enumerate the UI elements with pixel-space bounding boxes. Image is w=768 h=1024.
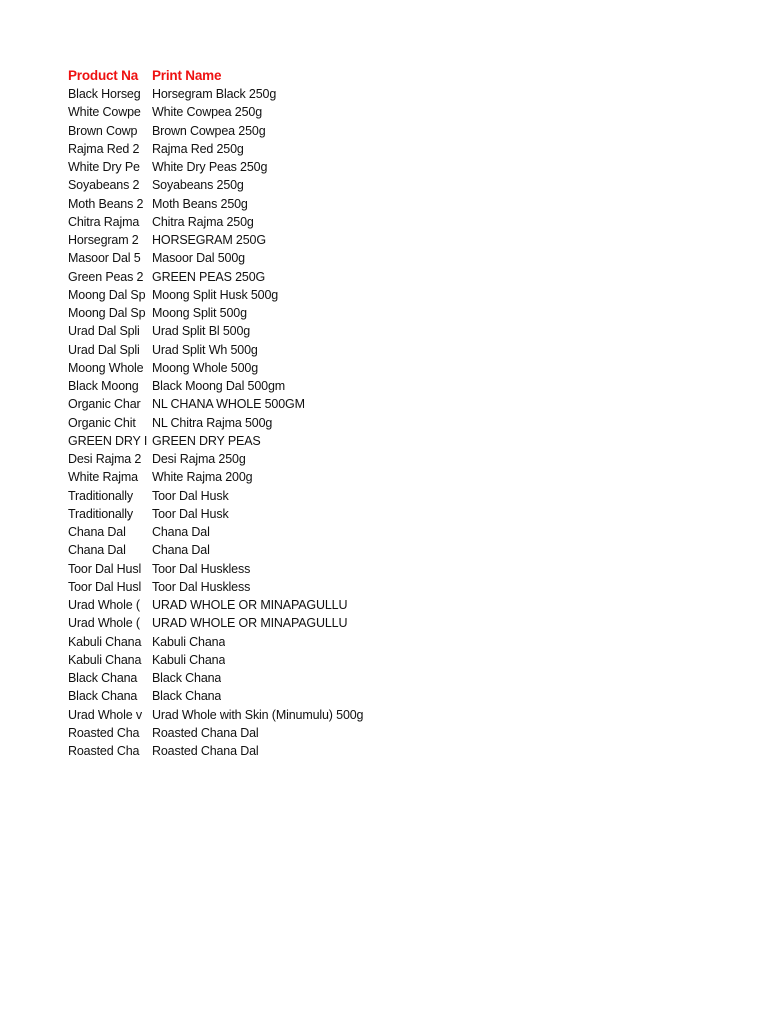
product-name-cell: Rajma Red 2 — [68, 141, 140, 156]
table-row — [68, 468, 363, 486]
table-row — [68, 742, 363, 760]
print-name-cell: Toor Dal Huskless — [152, 561, 251, 576]
product-name-cell: Soyabeans 2 — [68, 178, 140, 193]
product-name-cell: Traditionally — [68, 506, 133, 521]
table-row — [68, 341, 363, 359]
table-row — [68, 85, 363, 103]
product-name-cell: Brown Cowp — [68, 123, 138, 138]
print-name-cell: NL CHANA WHOLE 500GM — [152, 397, 305, 412]
table-row — [68, 669, 363, 687]
table-row — [68, 249, 363, 267]
print-name-cell: Brown Cowpea 250g — [152, 123, 266, 138]
product-name-cell: Urad Dal Spli — [68, 324, 140, 339]
print-name-cell: Moth Beans 250g — [152, 196, 248, 211]
print-name-cell: Roasted Chana Dal — [152, 725, 259, 740]
table-body — [68, 85, 363, 760]
print-name-cell: Masoor Dal 500g — [152, 251, 245, 266]
product-name-cell: Black Chana — [68, 689, 138, 704]
product-name-cell: Kabuli Chana — [68, 634, 142, 649]
print-name-cell: Toor Dal Husk — [152, 506, 229, 521]
print-name-cell: Black Moong Dal 500gm — [152, 379, 286, 394]
product-name-cell: Moth Beans 2 — [68, 196, 144, 211]
print-name-cell: Kabuli Chana — [152, 652, 226, 667]
table-row — [68, 414, 363, 432]
table-row — [68, 304, 363, 322]
print-name-cell: Soyabeans 250g — [152, 178, 244, 193]
print-name-cell: Toor Dal Huskless — [152, 579, 251, 594]
product-name-cell: Traditionally — [68, 488, 133, 503]
product-name-cell: Toor Dal Husl — [68, 579, 142, 594]
product-name-cell: Desi Rajma 2 — [68, 452, 142, 467]
table-row — [68, 487, 363, 505]
product-name-cell: Chana Dal — [68, 525, 126, 540]
table-row — [68, 377, 363, 395]
print-name-cell: NL Chitra Rajma 500g — [152, 415, 273, 430]
product-name-cell: Moong Whole — [68, 360, 144, 375]
table-row — [68, 633, 363, 651]
print-name-cell: Rajma Red 250g — [152, 141, 244, 156]
product-name-cell: Urad Dal Spli — [68, 342, 140, 357]
table-row — [68, 158, 363, 176]
print-name-cell: Moong Split Husk 500g — [152, 287, 279, 302]
product-name-cell: White Dry Pe — [68, 160, 140, 175]
table-row — [68, 505, 363, 523]
product-name-cell: Moong Dal Sp — [68, 287, 146, 302]
product-name-cell: Green Peas 2 — [68, 269, 144, 284]
print-name-cell: Urad Split Wh 500g — [152, 342, 258, 357]
product-name-cell: Black Chana — [68, 671, 138, 686]
print-name-cell: White Dry Peas 250g — [152, 160, 268, 175]
print-name-cell: Urad Split Bl 500g — [152, 324, 251, 339]
table-row — [68, 195, 363, 213]
product-name-cell: Black Horseg — [68, 87, 141, 102]
table-row — [68, 541, 363, 559]
product-name-cell: Horsegram 2 — [68, 233, 139, 248]
product-name-cell: Black Moong — [68, 379, 139, 394]
table-row — [68, 706, 363, 724]
print-name-cell: Moong Split 500g — [152, 306, 247, 321]
product-name-cell: GREEN DRY I — [68, 433, 148, 448]
table-row — [68, 724, 363, 742]
table-row — [68, 614, 363, 632]
table-row — [68, 286, 363, 304]
print-name-cell: Chitra Rajma 250g — [152, 214, 254, 229]
print-name-cell: Chana Dal — [152, 543, 210, 558]
print-name-cell: Moong Whole 500g — [152, 360, 259, 375]
product-name-cell: Urad Whole v — [68, 707, 142, 722]
table-row — [68, 176, 363, 194]
table-row — [68, 140, 363, 158]
print-name-cell: White Rajma 200g — [152, 470, 253, 485]
header-print-name: Print Name — [152, 68, 222, 83]
product-name-cell: Roasted Cha — [68, 744, 140, 759]
table-row — [68, 395, 363, 413]
product-name-cell: Urad Whole ( — [68, 598, 140, 613]
print-name-cell: Black Chana — [152, 671, 222, 686]
print-name-cell: White Cowpea 250g — [152, 105, 263, 120]
print-name-cell: Roasted Chana Dal — [152, 744, 259, 759]
product-name-cell: Kabuli Chana — [68, 652, 142, 667]
product-name-cell: Organic Char — [68, 397, 141, 412]
table-row — [68, 213, 363, 231]
print-name-cell: Black Chana — [152, 689, 222, 704]
table-row — [68, 268, 363, 286]
spreadsheet — [68, 66, 363, 760]
product-name-cell: Masoor Dal 5 — [68, 251, 141, 266]
product-name-cell: Chitra Rajma — [68, 214, 140, 229]
print-name-cell: GREEN DRY PEAS — [152, 433, 261, 448]
product-name-cell: Roasted Cha — [68, 725, 140, 740]
print-name-cell: Kabuli Chana — [152, 634, 226, 649]
product-name-cell: Organic Chit — [68, 415, 136, 430]
table-row — [68, 231, 363, 249]
product-name-cell: Chana Dal — [68, 543, 126, 558]
table-row — [68, 322, 363, 340]
table-row — [68, 560, 363, 578]
product-name-cell: Urad Whole ( — [68, 616, 140, 631]
table-row — [68, 432, 363, 450]
print-name-cell: URAD WHOLE OR MINAPAGULLU — [152, 616, 348, 631]
table-row — [68, 122, 363, 140]
product-name-cell: White Cowpe — [68, 105, 141, 120]
print-name-cell: URAD WHOLE OR MINAPAGULLU — [152, 598, 348, 613]
table-row — [68, 687, 363, 705]
product-name-cell: White Rajma — [68, 470, 138, 485]
print-name-cell: HORSEGRAM 250G — [152, 233, 266, 248]
print-name-cell: Toor Dal Husk — [152, 488, 229, 503]
table-row — [68, 578, 363, 596]
table-row — [68, 523, 363, 541]
print-name-cell: Urad Whole with Skin (Minumulu) 500g — [152, 707, 364, 722]
product-name-cell: Toor Dal Husl — [68, 561, 142, 576]
print-name-cell: Chana Dal — [152, 525, 210, 540]
table-row — [68, 596, 363, 614]
table-row — [68, 450, 363, 468]
print-name-cell: Desi Rajma 250g — [152, 452, 246, 467]
table-row — [68, 651, 363, 669]
print-name-cell: GREEN PEAS 250G — [152, 269, 266, 284]
header-row — [68, 66, 363, 85]
print-name-cell: Horsegram Black 250g — [152, 87, 277, 102]
table-row — [68, 103, 363, 121]
table-row — [68, 359, 363, 377]
header-product-name: Product Na — [68, 68, 139, 83]
product-name-cell: Moong Dal Sp — [68, 306, 146, 321]
